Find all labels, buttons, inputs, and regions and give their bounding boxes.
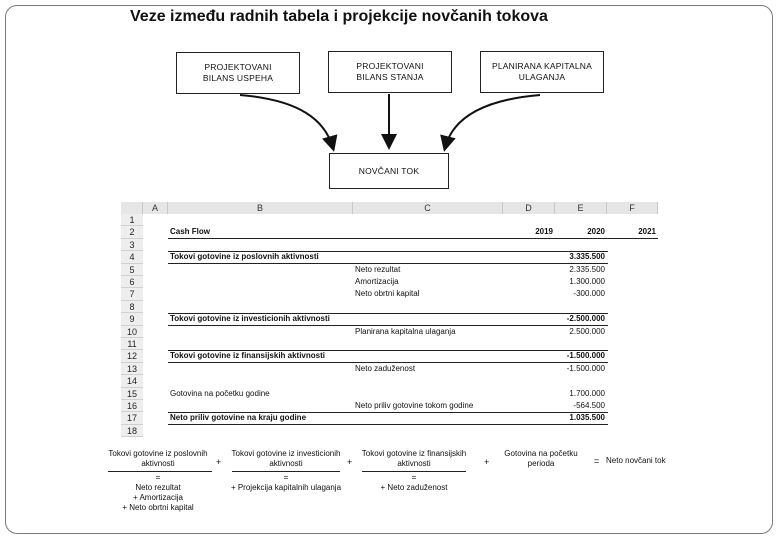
row-header[interactable]: 17 — [121, 412, 143, 424]
formula-line: + Projekcija kapitalnih ulaganja — [230, 483, 342, 492]
fraction-line — [108, 471, 212, 472]
cell-amortization-value[interactable]: 1.300.000 — [569, 277, 605, 286]
cell-year-2021[interactable]: 2021 — [638, 227, 656, 237]
row-divider — [168, 238, 658, 239]
row-header[interactable]: 13 — [121, 363, 143, 375]
row-header[interactable]: 11 — [121, 338, 143, 350]
formula-result: Neto novčani tok — [606, 456, 666, 465]
row-header[interactable]: 10 — [121, 326, 143, 338]
cell-operating-title[interactable]: Tokovi gotovine iz poslovnih aktivnosti — [170, 252, 319, 262]
formula-line: + Neto obrtni kapital — [122, 503, 194, 512]
box-line: BILANS USPEHA — [202, 73, 274, 83]
row-header[interactable]: 18 — [121, 425, 143, 437]
formula-term-operating — [100, 449, 216, 469]
row-header[interactable]: 16 — [121, 400, 143, 412]
formula-term-investing — [224, 449, 348, 469]
cell-net-inflow-value[interactable]: -564.500 — [573, 401, 605, 410]
row-header[interactable]: 8 — [121, 301, 143, 313]
arrow-left — [240, 95, 333, 148]
corner-cell — [121, 202, 143, 214]
cell-net-inflow[interactable]: Neto priliv gotovine tokom godine — [355, 401, 474, 410]
cell-investing-total[interactable]: -2.500.000 — [566, 314, 605, 324]
row-header[interactable]: 9 — [121, 313, 143, 325]
box-line: BILANS STANJA — [356, 72, 424, 82]
box-line: PLANIRANA KAPITALNA — [491, 61, 592, 71]
row-header[interactable]: 3 — [121, 239, 143, 251]
column-header-d[interactable]: D — [503, 202, 555, 214]
cell-financing-total[interactable]: -1.500.000 — [566, 351, 605, 361]
plus-sign: + — [216, 457, 222, 467]
formula-line: Tokovi gotovine iz poslovnih — [108, 449, 208, 458]
column-header-a[interactable]: A — [143, 202, 168, 214]
formula-line: = — [155, 473, 161, 482]
row-header[interactable]: 1 — [121, 214, 143, 226]
cell-year-2019[interactable]: 2019 — [535, 227, 553, 237]
box-line: ULAGANJA — [518, 72, 566, 82]
formula-line: + Amortizacija — [132, 493, 184, 502]
cell-cash-start-value[interactable]: 1.700.000 — [569, 388, 605, 398]
cell-operating-total[interactable]: 3.335.500 — [569, 252, 605, 262]
cell-net-result[interactable]: Neto rezultat — [355, 264, 401, 274]
row-header[interactable]: 5 — [121, 264, 143, 276]
page-title: Veze između radnih tabela i projekcije novčanih tokova — [130, 8, 548, 25]
cell-cash-start[interactable]: Gotovina na početku godine — [170, 388, 270, 398]
formula-line: Tokovi gotovine iz investicionih — [231, 449, 341, 458]
row-header[interactable]: 6 — [121, 276, 143, 288]
cell-year-2020[interactable]: 2020 — [587, 227, 605, 237]
column-header-c[interactable]: C — [353, 202, 503, 214]
row-header[interactable]: 2 — [121, 226, 143, 238]
row-header[interactable]: 4 — [121, 251, 143, 263]
column-header-f[interactable]: F — [607, 202, 658, 214]
row-header[interactable]: 12 — [121, 350, 143, 362]
formula-line: Neto rezultat — [135, 483, 181, 492]
cell-financing-title[interactable]: Tokovi gotovine iz finansijskih aktivnosti — [170, 351, 325, 361]
formula-line: Tokovi gotovine iz finansijskih — [361, 449, 467, 458]
column-header-b[interactable]: B — [168, 202, 353, 214]
formula-line: aktivnosti — [141, 459, 175, 468]
formula-term-cash-start — [498, 449, 584, 469]
formula-line: aktivnosti — [397, 459, 431, 468]
formula-detail-operating — [100, 473, 216, 513]
fraction-line — [362, 471, 466, 472]
row-header[interactable]: 14 — [121, 375, 143, 387]
formula-line: Gotovina na početku — [504, 449, 578, 458]
cell-net-working-capital[interactable]: Neto obrtni kapital — [355, 289, 420, 299]
cell-net-result-value[interactable]: 2.335.500 — [569, 264, 605, 274]
formula-line: perioda — [527, 459, 555, 468]
box-line: PROJEKTOVANI — [204, 62, 272, 72]
box-line: NOVČANI TOK — [358, 165, 420, 176]
arrow-right — [445, 95, 540, 148]
formula-detail-investing — [220, 473, 352, 493]
cell-net-debt-value[interactable]: -1.500.000 — [566, 363, 605, 373]
row-header[interactable]: 7 — [121, 288, 143, 300]
cell-net-working-capital-value[interactable]: -300.000 — [573, 289, 605, 299]
row-header[interactable]: 15 — [121, 388, 143, 400]
cell-investing-title[interactable]: Tokovi gotovine iz investicionih aktivnosti — [170, 314, 330, 324]
cell-cash-flow-title[interactable]: Cash Flow — [170, 227, 211, 237]
cell-planned-capex[interactable]: Planirana kapitalna ulaganja — [355, 326, 456, 336]
cell-net-debt[interactable]: Neto zaduženost — [355, 363, 416, 373]
formula-detail-financing — [354, 473, 474, 493]
column-header-e[interactable]: E — [555, 202, 607, 214]
formula-line: = — [411, 473, 417, 482]
cell-cash-end-value[interactable]: 1.035.500 — [569, 413, 605, 423]
cell-amortization[interactable]: Amortizacija — [355, 277, 399, 286]
box-line: PROJEKTOVANI — [356, 61, 424, 71]
fraction-line — [232, 471, 340, 472]
formula-line: = — [283, 473, 289, 482]
equals-sign: = — [594, 456, 600, 466]
formula-line: aktivnosti — [269, 459, 303, 468]
cell-planned-capex-value[interactable]: 2.500.000 — [569, 326, 605, 336]
formula-term-financing — [354, 449, 474, 469]
plus-sign: + — [347, 457, 353, 467]
plus-sign: + — [484, 457, 490, 467]
row-divider — [168, 424, 608, 425]
formula-line: + Neto zaduženost — [380, 483, 448, 492]
cell-cash-end[interactable]: Neto priliv gotovine na kraju godine — [170, 413, 307, 423]
